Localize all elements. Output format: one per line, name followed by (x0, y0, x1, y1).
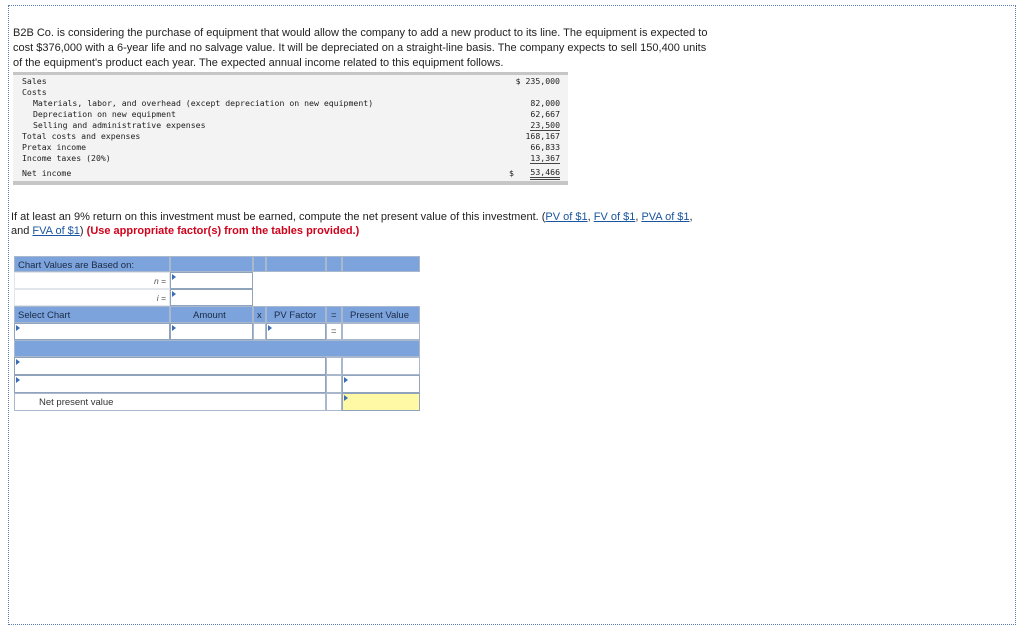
present-value-label: Present Value (350, 310, 409, 321)
chart-values-label: Chart Values are Based on: (18, 260, 135, 271)
i-input[interactable] (170, 289, 253, 306)
income-taxes-label: Income taxes (20%) (22, 153, 111, 163)
i-row-label-cell (14, 289, 170, 306)
empty-cell (326, 375, 342, 393)
i-label: i = (156, 293, 166, 303)
income-statement (13, 72, 568, 185)
fv-of-1-link[interactable]: FV of $1 (593, 211, 636, 223)
pv-factor-label: PV Factor (274, 310, 317, 321)
line-item-input-1[interactable] (14, 357, 326, 375)
sales-value: $ 235,000 (515, 76, 560, 86)
header-cell (266, 256, 326, 272)
required-instruction: (Use appropriate factor(s) from the tables provided.) (86, 225, 360, 237)
times-cell (253, 323, 266, 340)
times-label: x (257, 310, 262, 321)
npv-label: Net present value (39, 397, 114, 408)
amount-label: Amount (193, 310, 226, 321)
present-value-header (342, 306, 420, 323)
header-cell (342, 256, 420, 272)
present-value-output (342, 323, 420, 340)
materials-label: Materials, labor, and overhead (except depreciation on new equipment) (33, 98, 374, 108)
question-text (11, 210, 711, 238)
empty-cell (326, 357, 342, 375)
select-chart-label: Select Chart (18, 310, 71, 321)
income-bottom-bar (13, 181, 568, 185)
sales-label: Sales (22, 76, 47, 86)
equals-cell (326, 323, 342, 340)
selling-admin-label: Selling and administrative expenses (33, 120, 206, 130)
net-income-dollar: $ (509, 168, 514, 178)
total-costs-value: 168,167 (525, 131, 560, 141)
pv-of-1-link[interactable]: PV of $1 (545, 211, 588, 223)
value-input-2[interactable] (342, 375, 420, 393)
depreciation-value: 62,667 (530, 109, 560, 119)
equals-sign: = (331, 326, 337, 337)
costs-label: Costs (22, 87, 47, 97)
value-cell-1 (342, 357, 420, 375)
select-chart-input[interactable] (14, 323, 170, 340)
times-header (253, 306, 266, 323)
amount-input[interactable] (170, 323, 253, 340)
question-sep-3: , and (11, 211, 693, 237)
npv-input[interactable] (342, 393, 420, 411)
npv-label-cell (14, 393, 326, 411)
problem-text: B2B Co. is considering the purchase of equipment that would allow the company to add a new product to its line. The equipment is expected to cost $376,000 with a 6-year life and no salvage value. It will be depreciated on a straight-line basis. The company expects to sell 150,400 units of the equipment's product each year. The expected annual income related to this equipment follows. (13, 27, 708, 69)
pretax-income-label: Pretax income (22, 142, 87, 152)
question-sep-1: , (587, 211, 594, 223)
equals-header (326, 306, 342, 323)
chart-values-header (14, 256, 170, 272)
pretax-income-value: 66,833 (530, 142, 560, 152)
n-row-label-cell (14, 272, 170, 289)
selling-admin-value: 23,500 (530, 120, 560, 130)
n-label: n = (153, 276, 166, 286)
header-cell (326, 256, 342, 272)
n-input[interactable] (170, 272, 253, 289)
net-income-label: Net income (22, 168, 72, 178)
header-cell (253, 256, 266, 272)
select-chart-header (14, 306, 170, 323)
question-sep-2: , (635, 211, 642, 223)
question-prefix: If at least an 9% return on this investment must be earned, compute the net present value of this investment. ( (11, 211, 546, 223)
depreciation-label: Depreciation on new equipment (33, 109, 176, 119)
header-cell (170, 256, 253, 272)
fva-of-1-link[interactable]: FVA of $1 (32, 225, 80, 237)
pva-of-1-link[interactable]: PVA of $1 (641, 211, 690, 223)
pv-factor-input[interactable] (266, 323, 326, 340)
equals-label: = (331, 310, 337, 321)
total-costs-label: Total costs and expenses (22, 131, 141, 141)
income-taxes-value: 13,367 (530, 153, 560, 163)
line-item-input-2[interactable] (14, 375, 326, 393)
empty-cell (326, 393, 342, 411)
separator-band (14, 340, 420, 357)
net-income-value: 53,466 (530, 167, 560, 180)
pv-factor-header (266, 306, 326, 323)
question-suffix: ) (79, 225, 87, 237)
amount-header (170, 306, 253, 323)
materials-value: 82,000 (530, 98, 560, 108)
